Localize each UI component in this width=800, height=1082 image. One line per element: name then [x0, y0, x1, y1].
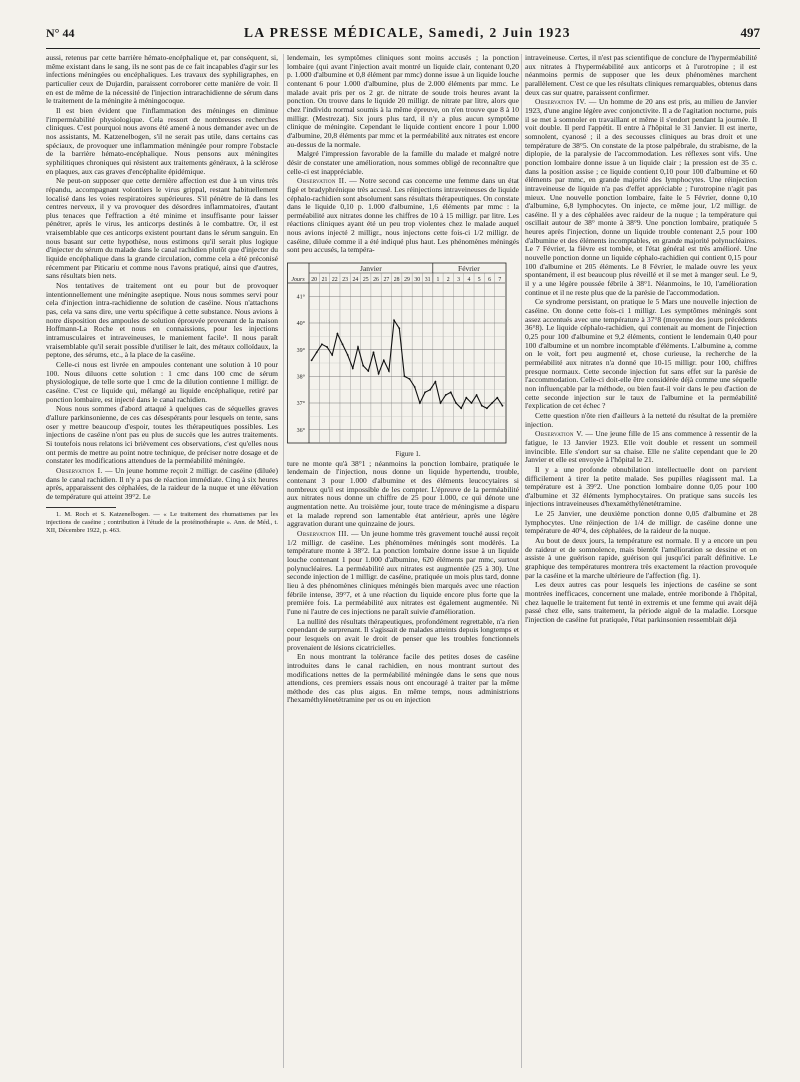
- temperature-point: [486, 407, 488, 409]
- observation-2: [287, 177, 519, 255]
- observation-5: [525, 430, 757, 465]
- y-tick-label: 38°: [296, 374, 305, 381]
- temperature-point: [471, 402, 473, 404]
- temperature-point: [331, 354, 333, 356]
- observation-label: Observation III.: [297, 529, 349, 538]
- temperature-point: [326, 346, 328, 348]
- column-1: [46, 54, 278, 1068]
- temperature-point: [373, 351, 375, 353]
- temperature-point: [357, 346, 359, 348]
- temperature-chart-svg: [287, 261, 507, 447]
- paragraph: Ce syndrome persistant, on pratique le 5 Mars une nouvelle injection de caséine. On donne cette fois-ci 1 milligr. Les symptômes méningés sont assez accentués avec une température à 37°8 (moyenne des jours précédents 36°8). Le liquide céphalo-rachidien, qui contenait au moment de l'injection 0,25 pour 100 d'albumine et 9,2 éléments, contient le lendemain 0,40 pour 100 d'albumine et un nombre incomptable d'éléments. L'albumine a, comme on le voit, fort peu augmenté et, chose curieuse, la recherche de la perméabilité aux nitrates n'a donné que 10-15 milligr. pour 100, chiffres presque normaux. Cette seconde injection fut sans effet sur la parésie de l'accommodation. Celle-ci doit-elle être considérée déjà comme une séquelle non influençable par la méthode, ou bien faut-il voir dans le peu d'action de cette seconde injection sur le taux de l'albumine et la perméabilité l'explication de cet échec ?: [525, 297, 757, 411]
- day-label: 23: [342, 277, 349, 284]
- day-label: 3: [457, 277, 461, 284]
- paragraph: Au bout de deux jours, la température est normale. Il y a encore un peu de raideur et de somnolence, mais bientôt l'amélioration se dessine et on assiste à une guérison rapide, guérison qui jusqu'ici paraît définitive. Le graphique des températures montrera très exactement la réaction provoquée par la caséine et la marche ultérieure de l'affection (fig. 1).: [525, 536, 757, 580]
- observation-1: [46, 467, 278, 502]
- day-label: 25: [362, 277, 369, 284]
- observation-text: — Une jeune fille de 15 ans commence à ressentir de la fatigue, le 13 Janvier 1923. Elle voit double et ressent un sommeil invincible. Elle s'endort sur sa chaise. Elle ne s'alite cependant que le 20 Janvier et elle est envoyée à l'hôpital le 21.: [525, 429, 757, 465]
- temperature-point: [445, 394, 447, 396]
- page-header: [46, 25, 760, 49]
- day-label: 20: [311, 277, 318, 284]
- y-tick-label: 41°: [296, 294, 305, 301]
- issue-number: N° 44: [46, 26, 75, 40]
- temperature-point: [362, 365, 364, 367]
- temperature-point: [398, 327, 400, 329]
- paragraph: En nous montrant la tolérance facile des petites doses de caséine introduites dans le canal rachidien, en nous montrant surtout des modifications nettes de la perméabilité méningée dans le sens que nous attendions, ces premiers essais nous ont encouragé à traiter par la même méthode des cas plus aigus. En même temps, nous administrions l'hexaméthylènetétramine per os ou en injection: [287, 652, 519, 705]
- page-number: 497: [740, 25, 760, 40]
- day-label: 27: [383, 277, 390, 284]
- temperature-point: [414, 386, 416, 388]
- paragraph: La nullité des résultats thérapeutiques, profondément regrettable, n'a rien cependant de surprenant. Il s'agissait de malades atteints depuis longtemps et pour lesquels on avait le droit de penser que les troubles fonctionnels provenaient de lésions cicatricielles.: [287, 616, 519, 652]
- temperature-point: [388, 370, 390, 372]
- chart-frame: [288, 263, 507, 443]
- temperature-point: [383, 359, 385, 361]
- y-tick-label: 36°: [296, 427, 305, 434]
- temperature-point: [502, 405, 504, 407]
- day-label: 6: [488, 277, 491, 284]
- temperature-point: [419, 402, 421, 404]
- temperature-point: [424, 391, 426, 393]
- temperature-point: [440, 402, 442, 404]
- observation-text: — Un jeune homme reçoit 2 milligr. de caséine (diluée) dans le canal rachidien. Il n'y a pas de réaction immédiate. Cinq à six heures après, apparaissent des céphalées, de la raideur de la nuque et une élévation de température qui atteint 39°2. Le: [46, 465, 278, 501]
- temperature-point: [321, 343, 323, 345]
- temperature-point: [393, 319, 395, 321]
- observation-text: — Un homme de 20 ans est pris, au milieu de Janvier 1923, d'une angine légère avec conjonctivite. Il a de l'agitation nocturne, puis il se met à somnoler en travaillant et même il s'endort pendant la journée. Il voit double. Il perd l'appétit. Il entre à l'hôpital le 31 Janvier. Il est inerte, somnolent, cyanosé ; il a des secousses cliniques au bras droit et une température de 38°5. On constate de la ptose palpébrale, du strabisme, de la diplopie, de la paralysie de l'accommodation. Les réflexes sont vifs. Une ponction lombaire donne issue à un liquide clair ; la pression est de 35 c. dans la position assise ; ce liquide contient 0,10 pour 100 d'albumine et 60 éléments par mmc, en grande majorité des lymphocytes. Une réinjection intraveineuse de liquide n'a pas d'effet appréciable ; l'urotropine n'agit pas mieux. Une nouvelle ponction lombaire, faite le 5 Février, donne 0,10 d'albumine, 6,8 lymphocytes. On injecte, ce même jour, 1/2 milligr. de caséine. Il y a des céphalées avec raideur de la nuque ; la température qui oscillait autour de 38° monte à 38°9. Une ponction lombaire, pratiquée 5 heures après l'injection, donne un liquide trouble contenant 2,5 pour 100 d'albumine et des éléments incomptables, en grande majorité polynucléaires. Le 7 Février, la fièvre est tombée, et l'état général est très amélioré. Une nouvelle ponction donne un liquide céphalo-rachidien qui contient 0,15 pour 100 d'albumine et 205 éléments. Le 8 Février, le malade ouvre les yeux spontanément, il est beaucoup plus réveillé et il se met à manger seul. Le 9, il y a une légère poussée fébrile à 38°1. Néanmoins, le 10, l'amélioration continue et il ne reste plus que de la parésie de l'accommodation.: [525, 97, 757, 297]
- day-label: 29: [404, 277, 410, 284]
- day-label: 30: [414, 277, 421, 284]
- y-tick-label: 37°: [296, 401, 305, 408]
- paragraph: Celle-ci nous est livrée en ampoules contenant une solution à 10 pour 100. Nous diluons cette solution : 1 cmc dans 100 cmc de sérum physiologique, de telle sorte que 1 cmc de la dilution contienne 1 milligr. de caséine. C'est ce liquide qui, mélangé au liquide encéphalique, retiré par ponction lombaire, est injecté dans le canal rachidien.: [46, 359, 278, 404]
- observation-label: Observation II.: [297, 176, 347, 186]
- temperature-point: [311, 359, 313, 361]
- temperature-point: [342, 343, 344, 345]
- day-label: 5: [477, 277, 481, 284]
- observation-label: Observation V.: [535, 429, 584, 439]
- observation-text: — Un jeune homme très gravement touché aussi reçoit 1/2 milligr. de caséine. Les phénomènes méningés sont modérés. La température monte à 38°2. La ponction lombaire donne issue à un liquide louche contenant 1 pour 1.000 d'albumine, 620 éléments par mmc, surtout polynucléaires. La perméabilité aux nitrates est augmentée (25 à 30). Une seconde injection de 1 milligr. de caséine, pratiquée un mois plus tard, donne lieu à des phénomènes cliniques méningés bien marqués avec une réaction fébrile intense, 39°7, et à une réaction du liquide encore plus forte que la première fois. La perméabilité aux nitrates est également augmentée. Ni l'une ni l'autre de ces injections ne paraît suivie d'amélioration.: [287, 529, 519, 616]
- temperature-point: [337, 333, 339, 335]
- temperature-point: [409, 378, 411, 380]
- paragraph: ture ne monte qu'à 38°1 ; néanmoins la ponction lombaire, pratiquée le lendemain de l'injection, nous donne un liquide hypertendu, trouble, contenant 3 pour 1.000 d'albumine et des éléments leucocytaires si nombreux qu'il est impossible de les compter. L'épreuve de la perméabilité aux nitrates nous donne un chiffre de 25 pour 1.000, ce qui dénote une augmentation nette. Au troisième jour, toute trace de méningisme a disparu et la malade reprend son lamentable état antérieur, après une légère aggravation durant une quinzaine de jours.: [287, 458, 519, 529]
- header-rule: [46, 48, 760, 49]
- paragraph: Il y a une profonde obnubilation intellectuelle dont on parvient difficilement à tirer la petite malade. Ses pupilles réagissent mal. La température est à 39°2. Une ponction lombaire donne 0,05 pour 100 d'albumine et 32 éléments lymphocytaires. On pratique sans succès les injections intraveineuses d'hexaméthylènetétramine.: [525, 464, 757, 509]
- day-label: 21: [321, 277, 328, 284]
- observation-4: [525, 98, 757, 297]
- day-label: 2: [446, 277, 450, 284]
- temperature-point: [465, 397, 467, 399]
- day-label: 7: [498, 277, 502, 284]
- column-divider: [521, 54, 522, 1068]
- temperature-point: [429, 389, 431, 391]
- temperature-point: [476, 394, 478, 396]
- temperature-point: [367, 370, 369, 372]
- footnote-rule: [46, 507, 116, 508]
- paragraph: lendemain, les symptômes cliniques sont moins accusés ; la ponction lombaire (qui avant l'injection avait montré un liquide clair, contenant 0,20 p. 1.000 d'albumine et 0,8 élément par mmc) donne issue à un liquide louche contenant 6 pour 1.000 d'albumine, plus de 2.000 éléments par mmc. Le malade avait pris per os 2 gr. de nitrate de soude trois heures avant la ponction. On trouve dans le liquide 20 milligr. de nitrate par litre, alors que chez l'individu normal soumis à la même épreuve, on n'en trouve que 8 à 10 milligr. (Mestrezat). Six jours plus tard, il n'y a plus aucun symptôme clinique de méningite. Cependant le liquide contient encore 1 pour 1.000 d'albumine, 20,8 éléments par mmc et la perméabilité aux nitrates est encore au-dessus de la normale.: [287, 54, 519, 149]
- day-label: 26: [373, 277, 379, 284]
- temperature-point: [404, 375, 406, 377]
- observation-label: Observation I.: [56, 465, 103, 475]
- month-label: Janvier: [360, 264, 382, 274]
- paragraph: Cette question n'ôte rien d'ailleurs à la netteté du résultat de la première injection.: [525, 410, 757, 429]
- temperature-series-line: [312, 320, 503, 408]
- paragraph: aussi, retenus par cette barrière hémato-encéphalique et, par conséquent, si, même existant dans le sang, ils ne sont pas de ce fait incapables d'agir sur les infections méningées ou encéphaliques. Les travaux des syphiligraphes, en particulier ceux de Dujardin, paraissent corroborer cette manière de voir. Il en est de même de la nécessité de l'injection intrarachidienne de sérum dans le traitement de la méningite à méningocoque.: [46, 54, 278, 106]
- temperature-point: [347, 354, 349, 356]
- day-label: 24: [352, 277, 359, 284]
- paragraph: Ne peut-on supposer que cette dernière affection est due à un virus très répandu, accompagnant volontiers le virus grippal, restant habituellement localisé dans les voies respiratoires supérieures. S'il pénètre de là dans les centres nerveux, il y va provoquer des désordres inflammatoires, d'autant plus tenaces que l'effraction a été minime et insuffisante pour laisser pénétrer, après le virus, les anticorps destinés à le combattre. Or, il est vraisemblable que ces anticorps existent pourtant dans le sérum sanguin. En nous basant sur cette hypothèse, nous estimons qu'il serait plus logique d'injecter du sérum du malade dans le canal rachidien plutôt que d'injecter du liquide encéphalique dans la grande circulation, comme cela a été préconisé récemment par Piticariu et comme nous l'avons pratiqué, ainsi que d'autres, sans résultats bien nets.: [46, 176, 278, 281]
- month-label: Février: [458, 264, 480, 274]
- paragraph: Les deux autres cas pour lesquels les injections de caséine se sont montrées inefficaces, concernent une malade, entrée moribonde à l'hôpital, chez laquelle le traitement fut tenté in extremis et une femme qui avait déjà passé chez elle, sans traitement, la période aiguë de la maladie. Lorsque l'injection de caséine fut pratiquée, l'état parkinsonien ressemblait déjà: [525, 580, 757, 624]
- day-label: 1: [436, 277, 440, 284]
- column-divider: [283, 54, 284, 1068]
- observation-3: [287, 530, 519, 617]
- paragraph: Malgré l'impression favorable de la famille du malade et malgré notre désir de constater une amélioration, nous sommes obligé de reconnaître que celle-ci est inappréciable.: [287, 149, 519, 176]
- figure-caption: Figure 1.: [395, 450, 421, 459]
- column-3: [525, 54, 757, 1068]
- footnote: 1. M. Roch et S. Katzenelbogen. — « Le traitement des rhumatismes par les injections de caséine ; contribution à l'étude de la protéinothérapie ». Ann. de Méd., t. XII, Décembre 1922, p. 463.: [46, 511, 278, 534]
- day-label: 22: [331, 277, 338, 284]
- temperature-point: [481, 405, 483, 407]
- row-label: Jours: [291, 277, 305, 284]
- observation-text: — Notre second cas concerne une femme dans un état figé et bradyphrénique très accusé. Les réinjections intraveineuses de liquide céphalo-rachidien sont absolument sans résultats thérapeutiques. On constate dans le liquide 0,10 p. 1.000 d'albumine, 1,6 éléments par mmc : la perméabilité aux nitrates donne les chiffres de 10 à 15 milligr. par litre. Les réactions cliniques ayant été un peu trop violentes chez le malade auquel nous avions injecté 2 milligr., nous injectons cette fois-ci 1/2 milligr. de caséine, diluée comme il a été indiqué plus haut. Les phénomènes méningés sont peu accusés, la tempéra-: [287, 176, 519, 255]
- temperature-point: [352, 367, 354, 369]
- temperature-point: [435, 381, 437, 383]
- temperature-point: [450, 391, 452, 393]
- paragraph: Il est bien évident que l'inflammation des méninges en diminue l'imperméabilité physiologique. Cela ressort de nombreuses recherches cliniques. C'est pourquoi nous avons été amené à nous demander avec un de nos assistants, M. Katzenelbogen, s'il ne serait pas utile, dans certains cas spéciaux, de provoquer une inflammation méningée pour rompre l'obstacle de la barrière hémato-encéphalique. Nous pensons aux méningites syphilitiques chroniques qui résistent aux traitements généraux, à la sclérose en plaques, aux cas graves d'encéphalite épidémique.: [46, 105, 278, 176]
- y-tick-label: 40°: [296, 321, 305, 328]
- temperature-point: [496, 397, 498, 399]
- temperature-point: [460, 407, 462, 409]
- y-tick-label: 39°: [296, 347, 305, 354]
- temperature-point: [378, 373, 380, 375]
- observation-label: Observation IV.: [535, 97, 587, 107]
- journal-title: LA PRESSE MÉDICALE, Samedi, 2 Juin 1923: [244, 25, 571, 40]
- paragraph: Nos tentatives de traitement ont eu pour but de provoquer intentionnellement une méningite aseptique. Nous nous sommes servi pour cela d'injection intra-rachidienne de solution de caséine. Nous n'attachons pas, cela va sans dire, une vertu spécifique à cette substance. Nous avions à notre disposition des ampoules de solution éprouvée provenant de la maison Hoffmann-La Roche et nous en connaissions, pour les injections intramusculaires et intraveineuses, le maniement facile¹. Il nous paraît vraisemblable qu'il serait possible d'utiliser le lait, des métaux colloïdaux, la peptone, des sérums, etc., à la place de la caséine.: [46, 281, 278, 360]
- temperature-point: [316, 351, 318, 353]
- paragraph: Nous nous sommes d'abord attaqué à quelques cas de séquelles graves d'allure parkinsonienne, de ces cas désespérants pour lesquels on tente, sans oser y mettre beaucoup d'espoir, toutes les thérapeutiques possibles. Les injections de caséine n'ont pas eu plus de succès que les autres traitements. Si toutefois nous relatons ici brièvement ces observations, c'est qu'elles nous ont permis de mettre au point notre technique, de préciser notre dosage et de constater les modifications attendues de la perméabilité méningée.: [46, 404, 278, 466]
- day-label: 31: [424, 277, 431, 284]
- paragraph: Le 25 Janvier, une deuxième ponction donne 0,05 d'albumine et 28 lymphocytes. Une réinjection de 1/4 de milligr. de caséine donne une température de 40°4, des céphalées, de la raideur de la nuque.: [525, 509, 757, 536]
- temperature-chart: [287, 261, 519, 447]
- temperature-point: [491, 402, 493, 404]
- day-label: 4: [467, 277, 471, 284]
- temperature-point: [455, 402, 457, 404]
- day-label: 28: [393, 277, 400, 284]
- paragraph: intraveineuse. Certes, il n'est pas scientifique de conclure de l'hyperméabilité aux nitrates à l'hyperméabilité aux anticorps et à l'urotropine ; il est néanmoins permis de supposer que les deux phénomènes marchent parallèlement. C'est ce que les résultats cliniques remarquables, obtenus dans deux cas sur quatre, paraissent confirmer.: [525, 54, 757, 97]
- column-2: [287, 54, 519, 1068]
